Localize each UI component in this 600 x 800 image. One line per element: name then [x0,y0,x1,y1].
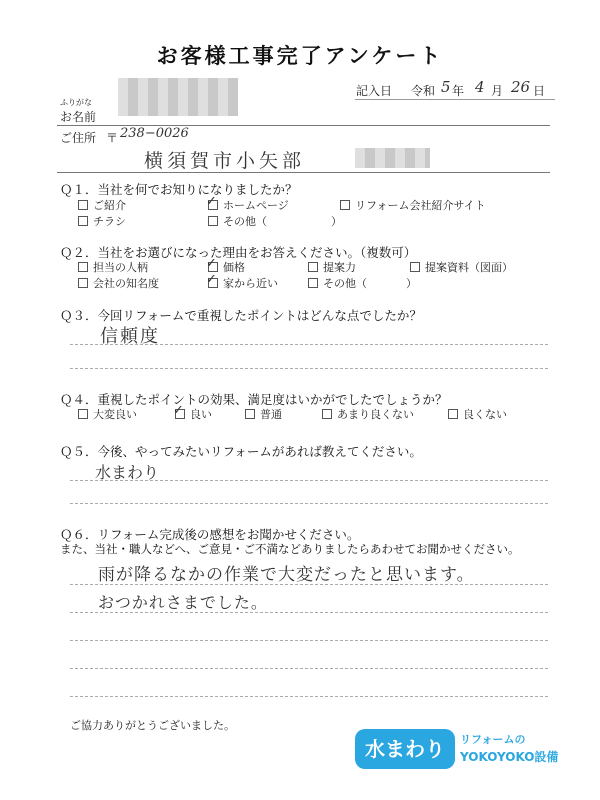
check-mark-icon: ✓ [206,256,217,271]
q4-option-bad[interactable]: 良くない [448,406,507,422]
q4-option-good[interactable]: ✓ 良い [173,403,212,421]
name-redaction [118,78,238,116]
q2-option-staff[interactable]: 担当の人柄 [78,259,148,275]
q1-option-flyer[interactable]: チラシ [78,213,126,229]
postal-mark: 〒 [106,131,119,145]
era-label: 令和 [411,84,436,98]
address-underline [57,172,550,173]
checkbox[interactable] [78,278,88,288]
q6-question: Ｑ６．リフォーム完成後の感想をお聞かせください。 [60,527,360,542]
q2-option-other[interactable]: その他（ [308,275,367,291]
checkbox-checked[interactable] [206,272,218,288]
checkbox-checked[interactable] [173,403,185,419]
day-value: 26 [511,78,531,96]
checkbox[interactable] [78,262,88,272]
q5-answer-line [70,503,548,504]
q5-answer: 水まわり [95,463,160,482]
q3-answer: 信頼度 [100,326,160,347]
q3-question: Ｑ３．今回リフォームで重視したポイントはどんな点でしたか？ [60,308,422,323]
q6-answer-line-1: 雨が降るなかの作業で大変だったと思います。 [98,565,475,585]
q4-question: Ｑ４．重視したポイントの効果、満足度はいかがでしたでしょうか？ [60,392,448,407]
q3-answer-line [70,344,548,345]
checkbox-checked[interactable] [206,256,218,272]
checkbox[interactable] [208,216,218,226]
q6-answer-line [70,584,548,585]
q2-option-reputation[interactable]: 会社の知名度 [78,275,159,291]
q5-question: Ｑ５．今後、やってみたいリフォームがあれば教えてください。 [60,444,422,459]
checkbox-checked[interactable] [206,194,218,210]
company-logo: 水まわり [355,729,455,769]
q3-answer-line [70,368,548,369]
address-redaction [355,148,430,168]
q1-other-close: ） [331,215,342,228]
q1-option-other[interactable]: その他（ [208,213,267,229]
checkbox[interactable] [410,262,420,272]
q2-question: Ｑ２．当社をお選びになった理由をお答えください。（複数可） [60,245,417,260]
checkbox[interactable] [78,409,88,419]
q4-option-not-very-good[interactable]: あまり良くない [322,406,414,422]
q6-question-2: また、当社・職人などへ、ご意見・ご不満などありましたらあわせてお聞かせください。 [60,542,520,556]
day-unit: 日 [533,84,546,98]
month-value: 4 [475,78,485,96]
q4-option-average[interactable]: 普通 [245,406,282,422]
q2-option-proposal-docs[interactable]: 提案資料（図面） [410,259,513,275]
page-title: お客様工事完了アンケート [156,44,444,68]
q2-other-close: ） [406,277,417,290]
checkbox[interactable] [308,278,318,288]
name-label: お名前 [60,110,97,124]
q2-option-price[interactable]: ✓ 価格 [206,256,245,274]
q6-answer-line-2: おつかれさまでした。 [98,593,268,612]
year-unit: 年 [452,84,465,98]
address-label: ご住所 [60,131,97,145]
check-mark-icon: ✓ [173,403,184,418]
checkbox[interactable] [245,409,255,419]
q1-question: Ｑ１．当社を何でお知りになりましたか？ [60,182,298,197]
date-underline [355,99,555,100]
q1-option-referral[interactable]: ご紹介 [78,197,126,213]
checkbox[interactable] [340,200,350,210]
thanks-text: ご協力ありがとうございました。 [70,719,235,732]
q6-answer-line [70,668,548,669]
q2-option-nearby[interactable]: ✓ 家から近い [206,272,278,290]
checkbox[interactable] [308,262,318,272]
checkbox[interactable] [78,216,88,226]
address-value: 横須賀市小矢部 [144,150,306,172]
q6-answer-line [70,696,548,697]
q5-answer-line [70,480,548,481]
q6-answer-line [70,640,548,641]
month-unit: 月 [491,84,504,98]
check-mark-icon: ✓ [206,194,217,209]
checkbox[interactable] [78,200,88,210]
check-mark-icon: ✓ [206,272,217,287]
q4-option-very-good[interactable]: 大変良い [78,406,137,422]
postal-code: 238−0026 [120,126,189,141]
q6-answer-line [70,612,548,613]
q1-option-reform-site[interactable]: リフォーム会社紹介サイト [340,197,486,213]
logo-subtitle-2: YOKOYOKO設備 [460,750,559,764]
year-value: 5 [441,78,451,96]
checkbox[interactable] [322,409,332,419]
checkbox[interactable] [448,409,458,419]
q2-option-proposal[interactable]: 提案力 [308,259,356,275]
furigana-label: ふりがな [60,98,92,107]
q1-option-homepage[interactable]: ✓ ホームページ [206,194,289,212]
logo-subtitle-1: リフォームの [460,733,526,746]
date-label: 記入日 [356,84,393,98]
